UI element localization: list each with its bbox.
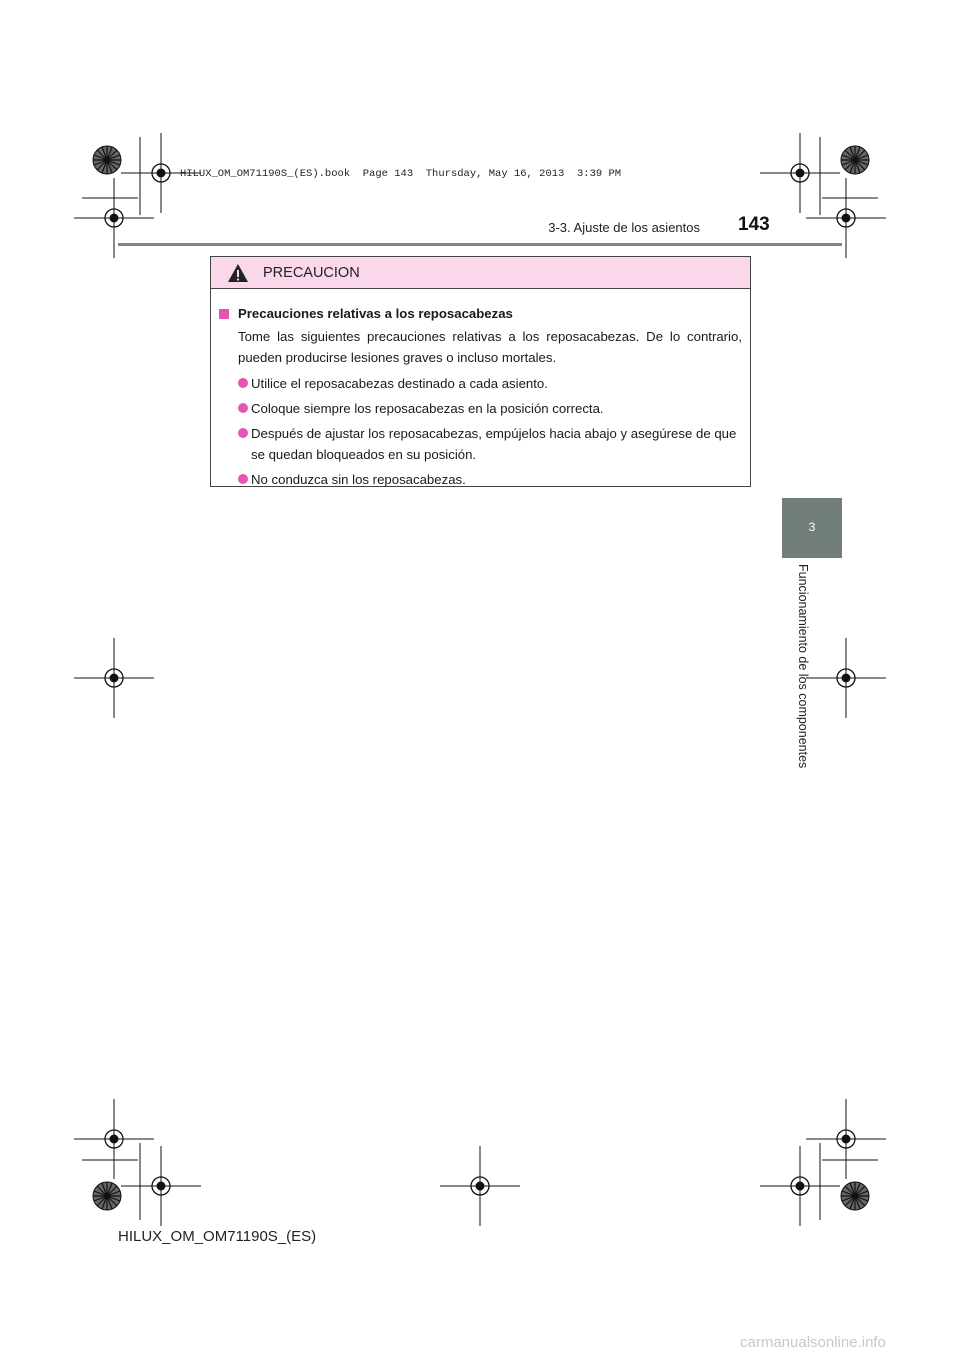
registration-crosshair-icon xyxy=(806,1099,886,1179)
calibration-starburst-icon xyxy=(841,1182,869,1210)
registration-crosshair-icon xyxy=(806,178,886,258)
list-item: Coloque siempre los reposacabezas en la posición correcta. xyxy=(219,398,742,419)
round-bullet-icon xyxy=(238,428,248,438)
caution-box xyxy=(210,256,751,487)
registration-crosshair-icon xyxy=(806,638,886,718)
calibration-starburst-icon xyxy=(93,146,121,174)
header-rule xyxy=(118,243,842,246)
page-number: 143 xyxy=(738,214,770,235)
square-bullet-icon xyxy=(219,309,229,319)
chapter-tab: 3 xyxy=(782,498,842,558)
footer-code: HILUX_OM_OM71190S_(ES) xyxy=(118,1228,317,1245)
chapter-title: Funcionamiento de los componentes xyxy=(796,564,810,769)
caution-subheading-text: Precauciones relativas a los reposacabezas xyxy=(238,306,513,321)
registration-crosshair-icon xyxy=(760,1146,840,1226)
section-title: 3-3. Ajuste de los asientos xyxy=(548,220,700,235)
caution-title: PRECAUCION xyxy=(263,264,360,281)
warning-triangle-icon xyxy=(227,263,249,283)
registration-crosshair-icon xyxy=(74,1099,154,1179)
round-bullet-icon xyxy=(238,403,248,413)
list-item: Utilice el reposacabezas destinado a cada asiento. xyxy=(219,373,742,394)
round-bullet-icon xyxy=(238,378,248,388)
caution-subheading xyxy=(219,303,742,324)
list-item: No conduzca sin los reposacabezas. xyxy=(219,469,742,490)
calibration-starburst-icon xyxy=(93,1182,121,1210)
round-bullet-icon xyxy=(238,474,248,484)
caution-body xyxy=(211,289,750,490)
list-item: Después de ajustar los reposacabezas, empújelos hacia abajo y asegúrese de que se quedan bloqueados en su posición. xyxy=(219,423,742,465)
registration-crosshair-icon xyxy=(74,638,154,718)
caution-header xyxy=(211,257,750,289)
watermark: carmanualsonline.info xyxy=(740,1334,886,1351)
registration-crosshair-icon xyxy=(121,1146,201,1226)
caution-intro: Tome las siguientes precauciones relativas a los reposacabezas. De lo contrario, pueden producirse lesiones graves o incluso mortales. xyxy=(238,329,742,365)
print-info: HILUX_OM_OM71190S_(ES).book Page 143 Thursday, May 16, 2013 3:39 PM xyxy=(180,168,622,180)
registration-crosshair-icon xyxy=(440,1146,520,1226)
caution-list xyxy=(219,373,742,490)
calibration-starburst-icon xyxy=(841,146,869,174)
registration-crosshair-icon xyxy=(74,178,154,258)
registration-crosshair-icon xyxy=(760,133,840,213)
